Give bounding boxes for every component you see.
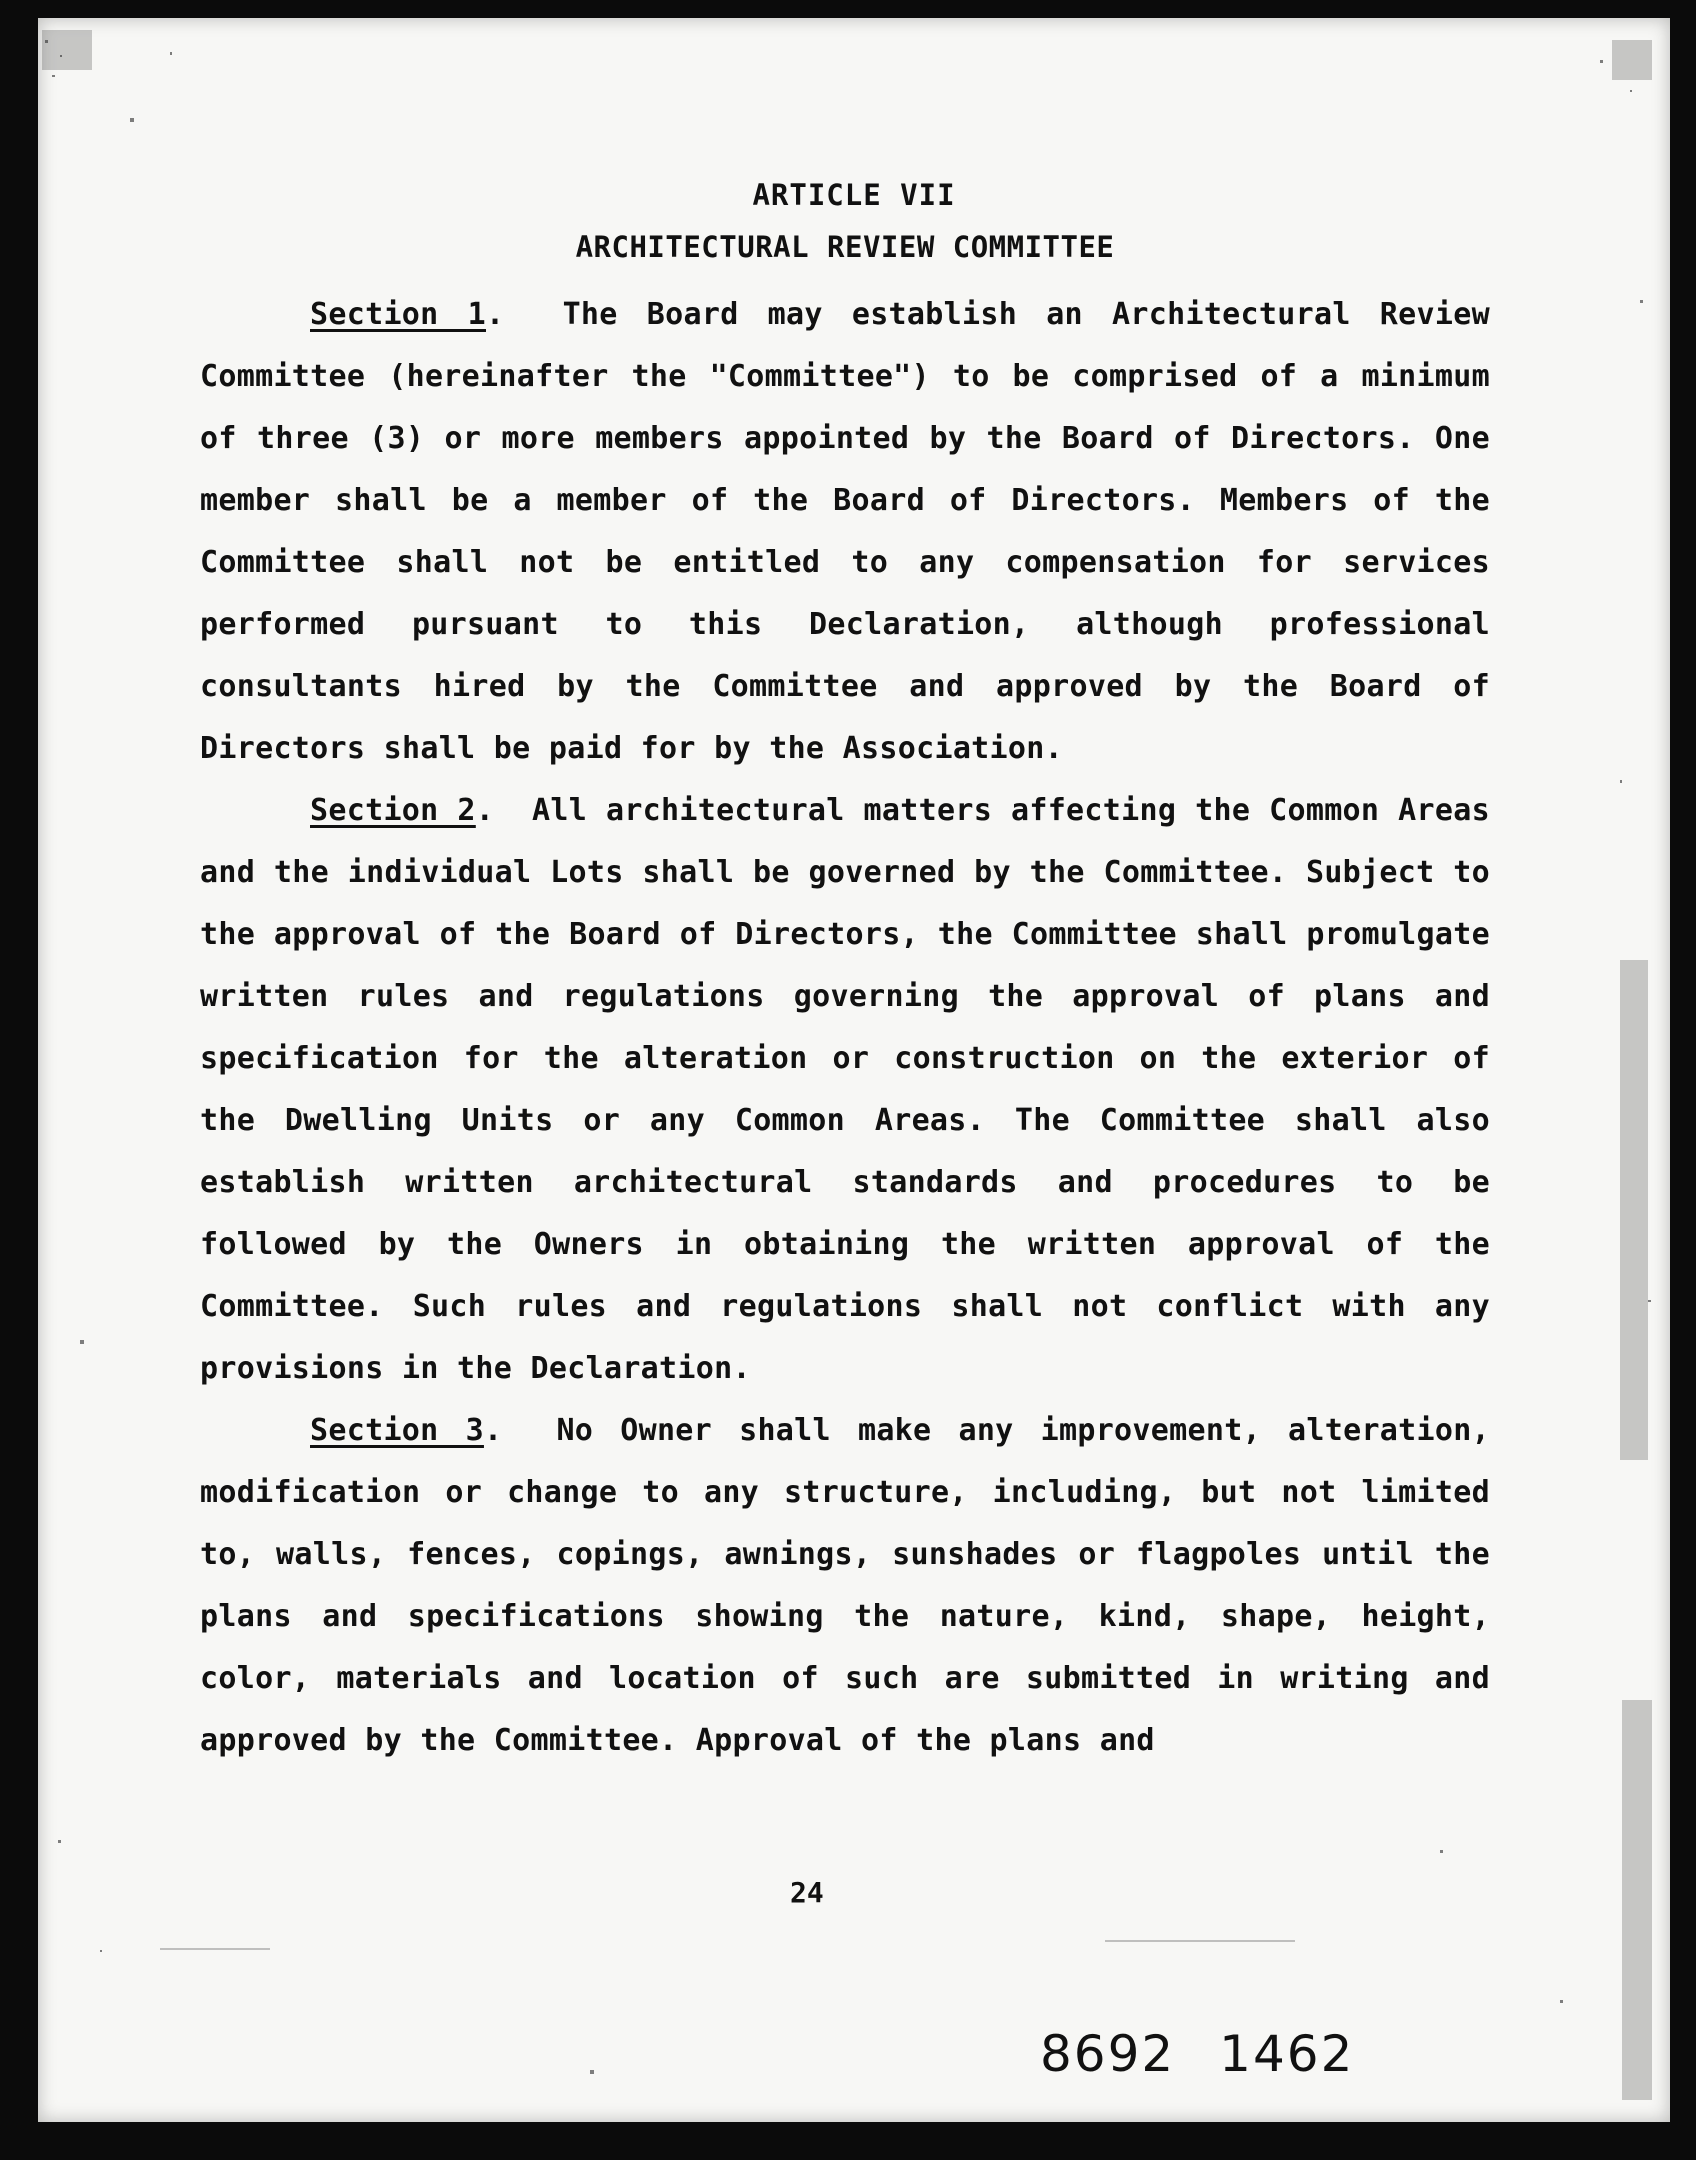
section-1-paragraph: Section 1. The Board may establish an Architectural Review Committee (hereinafter the "Committee") to be comprised of a minimum of three (3) or more members appointed by the Board of Directors. One member shall be a member of the Board of Directors. Members of the Committee shall not be entitled to any compensation for services performed pursuant to this Declaration, although professional consultants hired by the Committee and approved by the Board of Directors shall be paid for by the Association. [200,297,1490,766]
page-number: 24 [790,1876,824,1909]
section-2-heading: Section 2 [310,793,476,828]
section-1-text: The Board may establish an Architectural Review Committee (hereinafter the "Committee") to be comprised of a minimum of three (3) or more members appointed by the Board of Directors. One member shall be a member of the Board of Directors. Members of the Committee shall not be entitled to any compensation for services performed pursuant to this Declaration, although professional consultants hired by the Committee and approved by the Board of Directors shall be paid for by the Association. [200,297,1490,766]
article-heading: ARTICLE VII [752,178,956,212]
section-2-paragraph: Section 2. All architectural matters affecting the Common Areas and the individual Lots shall be governed by the Committee. Subject to the approval of the Board of Directors, the Committee shall promulgate written rules and regulations governing the approval of plans and specification for the alteration or construction on the exterior of the Dwelling Units or any Common Areas. The Committee shall also establish written architectural standards and procedures to be followed by the Owners in obtaining the written approval of the Committee. Such rules and regulations shall not conflict with any provisions in the Declaration. [200,793,1490,1386]
document-stamp-number: 8692 1462 [1040,2025,1355,2083]
section-3-text: No Owner shall make any improvement, alteration, modification or change to any structure, including, but not limited to, walls, fences, copings, awnings, sunshades or flagpoles until the plans and specifications showing the nature, kind, shape, height, color, materials and location of such are submitted in writing and approved by the Committee. Approval of the plans and [200,1413,1490,1758]
section-3-heading: Section 3 [310,1413,484,1448]
scan-rule-right [1105,1940,1295,1942]
scan-rule-left [160,1948,270,1950]
article-title: ARCHITECTURAL REVIEW COMMITTEE [575,230,1115,264]
document-body [200,178,1490,1772]
section-2-text: All architectural matters affecting the Common Areas and the individual Lots shall be governed by the Committee. Subject to the approval of the Board of Directors, the Committee shall promulgate written rules and regulations governing the approval of plans and specification for the alteration or construction on the exterior of the Dwelling Units or any Common Areas. The Committee shall also establish written architectural standards and procedures to be followed by the Owners in obtaining the written approval of the Committee. Such rules and regulations shall not conflict with any provisions in the Declaration. [200,793,1490,1386]
section-1-heading: Section 1 [310,297,486,332]
section-3-paragraph: Section 3. No Owner shall make any improvement, alteration, modification or change to any structure, including, but not limited to, walls, fences, copings, awnings, sunshades or flagpoles until the plans and specifications showing the nature, kind, shape, height, color, materials and location of such are submitted in writing and approved by the Committee. Approval of the plans and [200,1413,1490,1758]
